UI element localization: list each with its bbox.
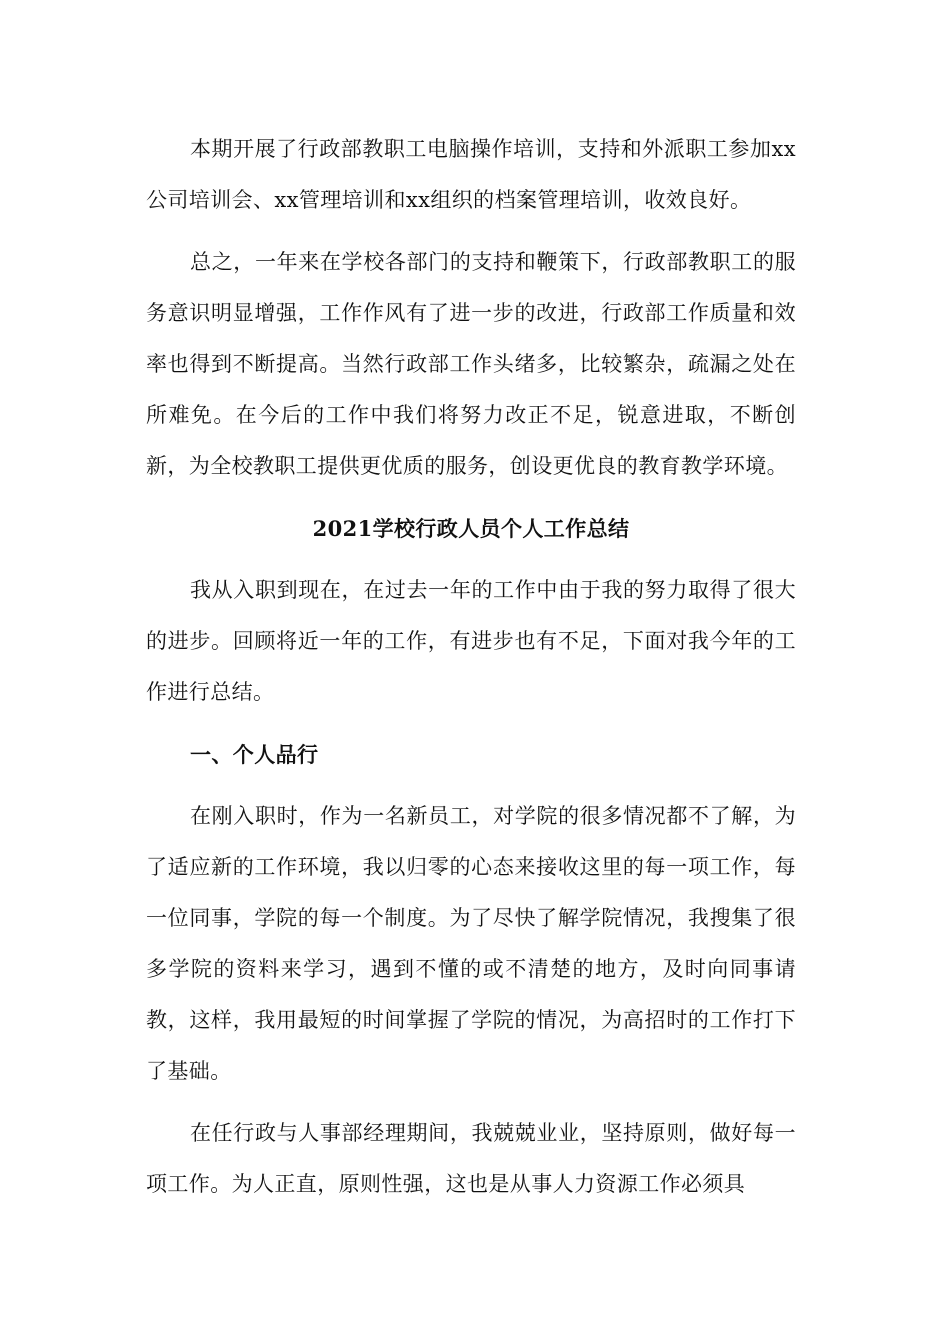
paragraph-newcomer: 在刚入职时，作为一名新员工，对学院的很多情况都不了解，为了适应新的工作环境，我以归零的心态来接收这里的每一项工作，每一位同事，学院的每一个制度。为了尽快了解学院情况，我搜集了很多学院的资料来学习，遇到不懂的或不清楚的地方，及时向同事请教，这样，我用最短的时间掌握了学院的情况，为高招时的工作打下了基础。 [146, 804, 796, 1083]
paragraph-summary: 总之，一年来在学校各部门的支持和鞭策下，行政部教职工的服务意识明显增强，工作作风有了进一步的改进，行政部工作质量和效率也得到不断提高。当然行政部工作头绪多，比较繁杂，疏漏之处在所难免。在今后的工作中我们将努力改正不足，锐意进取，不断创新，为全校教职工提供更优质的服务，创设更优良的教育教学环境。 [146, 250, 796, 478]
section-heading: 一、个人品行 [190, 742, 319, 767]
paragraph-opening: 我从入职到现在，在过去一年的工作中由于我的努力取得了很大的进步。回顾将近一年的工作，有进步也有不足，下面对我今年的工作进行总结。 [146, 578, 796, 704]
document-body [146, 124, 796, 1221]
document-title: 2021学校行政人员个人工作总结 [312, 516, 630, 541]
paragraph-manager: 在任行政与人事部经理期间，我兢兢业业，坚持原则，做好每一项工作。为人正直，原则性强，这也是从事人力资源工作必须具 [146, 1121, 796, 1196]
paragraph-training: 本期开展了行政部教职工电脑操作培训，支持和外派职工参加xx公司培训会、xx管理培训和xx组织的档案管理培训，收效良好。 [146, 137, 796, 212]
